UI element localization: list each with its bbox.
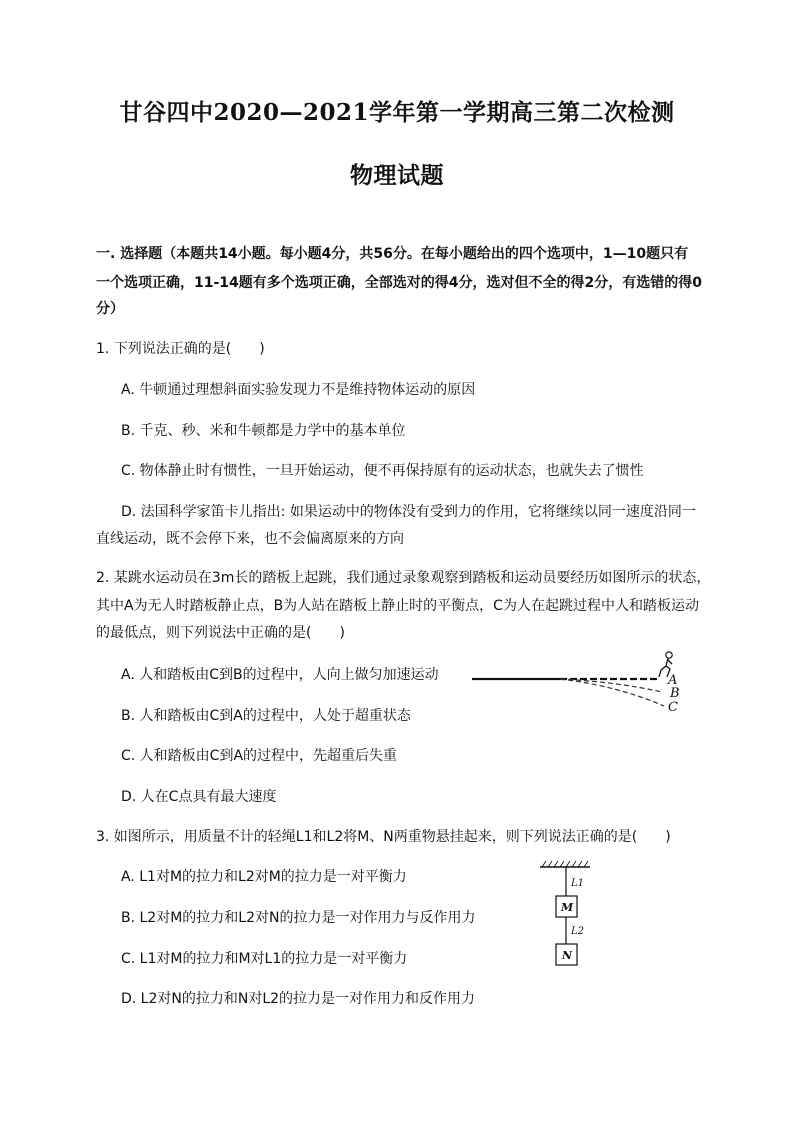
question-3-option-c: C. L1对M的拉力和M对L1的拉力是一对平衡力 [121, 951, 408, 967]
question-1-option-a: A. 牛顿通过理想斜面实验发现力不是维持物体运动的原因 [121, 382, 476, 398]
question-2-option-d: D. 人在C点具有最大速度 [121, 789, 277, 805]
block-m-label: M [561, 901, 574, 914]
question-3-option-b: B. L2对M的拉力和L2对N的拉力是一对作用力与反作用力 [121, 910, 476, 926]
question-2-stem-line-3: 的最低点，则下列说法中正确的是( ) [96, 625, 345, 641]
question-1-option-d: D. 法国科学家笛卡儿指出: 如果运动中的物体没有受到力的作用，它将继续以同一速度沿同一 [121, 504, 696, 520]
question-2-stem-line-1: 2. 某跳水运动员在3m长的踏板上起跳，我们通过录象观察到踏板和运动员要经历如图所示的状态， [96, 570, 711, 586]
question-2-stem-line-2: 其中A为无人时踏板静止点，B为人站在踏板上静止时的平衡点，C为人在起跳过程中人和踏板运动 [96, 598, 699, 614]
section-instructions-line-2: 一个选项正确，11-14题有多个选项正确，全部选对的得4分，选对但不全的得2分，有选错的得0 [96, 275, 702, 291]
exam-subtitle: 物理试题 [350, 162, 444, 189]
question-2-option-a: A. 人和踏板由C到B的过程中，人向上做匀加速运动 [121, 667, 439, 683]
hanging-masses-figure [536, 858, 596, 970]
question-2-option-b: B. 人和踏板由C到A的过程中，人处于超重状态 [121, 708, 411, 724]
springboard-figure [468, 648, 694, 718]
question-3-stem: 3. 如图所示，用质量不计的轻绳L1和L2将M、N两重物悬挂起来，则下列说法正确的是( ) [96, 829, 671, 845]
question-3-option-d: D. L2对N的拉力和N对L2的拉力是一对作用力和反作用力 [121, 991, 476, 1007]
question-1-stem: 1. 下列说法正确的是( ) [96, 341, 265, 357]
section-instructions-line-1: 一. 选择题（本题共14小题。每小题4分，共56分。在每小题给出的四个选项中，1—10题只有 [96, 246, 689, 262]
question-2-option-c: C. 人和踏板由C到A的过程中，先超重后失重 [121, 748, 398, 764]
label-a: A [668, 673, 678, 688]
ceiling-hatch [542, 861, 588, 867]
question-1-option-c: C. 物体静止时有惯性，一旦开始运动，便不再保持原有的运动状态，也就失去了惯性 [121, 463, 644, 479]
rope-1-label: L1 [571, 878, 585, 889]
question-1-option-d-cont: 直线运动，既不会停下来，也不会偏离原来的方向 [96, 531, 404, 547]
question-3-option-a: A. L1对M的拉力和L2对M的拉力是一对平衡力 [121, 869, 407, 885]
question-1-option-b: B. 千克、秒、米和牛顿都是力学中的基本单位 [121, 423, 406, 439]
label-b: B [670, 686, 680, 701]
section-instructions-line-3: 分） [96, 301, 124, 317]
exam-title: 甘谷四中2020—2021学年第一学期高三第二次检测 [119, 99, 675, 126]
label-c: C [668, 700, 678, 715]
rope-2-label: L2 [571, 926, 585, 937]
block-n-label: N [562, 949, 573, 962]
